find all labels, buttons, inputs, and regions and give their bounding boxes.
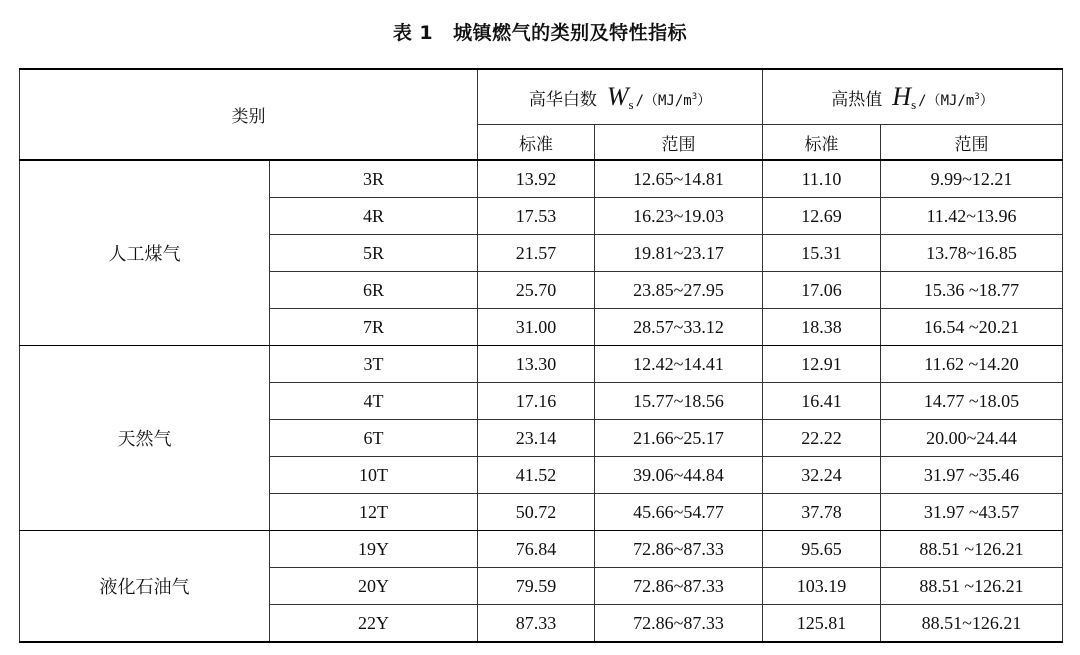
header-wobbe-sub: s [628, 96, 634, 112]
gas-code: 5R [270, 235, 478, 272]
gas-code: 10T [270, 457, 478, 494]
heating-range: 31.97 ~43.57 [881, 494, 1063, 531]
heating-range: 15.36 ~18.77 [881, 272, 1063, 309]
table-row [20, 346, 1063, 383]
gas-code: 3R [270, 160, 478, 198]
wobbe-range: 15.77~18.56 [595, 383, 763, 420]
header-wobbe-range: 范围 [595, 125, 763, 161]
wobbe-range: 72.86~87.33 [595, 605, 763, 643]
unit-close: ） [979, 92, 994, 109]
table-body [20, 160, 1063, 642]
header-heating [763, 69, 1063, 125]
wobbe-range: 23.85~27.95 [595, 272, 763, 309]
wobbe-standard: 50.72 [478, 494, 595, 531]
group-name: 液化石油气 [20, 531, 270, 643]
table-title-text: 城镇燃气的类别及特性指标 [453, 22, 688, 44]
header-heating-standard: 标准 [763, 125, 881, 161]
heating-range: 16.54 ~20.21 [881, 309, 1063, 346]
header-heating-sub: s [911, 96, 917, 112]
wobbe-range: 45.66~54.77 [595, 494, 763, 531]
heating-range: 13.78~16.85 [881, 235, 1063, 272]
wobbe-standard: 79.59 [478, 568, 595, 605]
unit-sup: 3 [974, 91, 980, 102]
heating-standard: 37.78 [763, 494, 881, 531]
wobbe-range: 12.42~14.41 [595, 346, 763, 383]
heating-standard: 17.06 [763, 272, 881, 309]
group-name: 人工煤气 [20, 160, 270, 346]
group-name: 天然气 [20, 346, 270, 531]
heating-standard: 12.69 [763, 198, 881, 235]
unit-sup: 3 [691, 91, 698, 102]
table-number: 表 1 [392, 22, 434, 44]
heating-standard: 125.81 [763, 605, 881, 643]
wobbe-standard: 13.92 [478, 160, 595, 198]
wobbe-range: 19.81~23.17 [595, 235, 763, 272]
wobbe-range: 16.23~19.03 [595, 198, 763, 235]
header-heating-range: 范围 [881, 125, 1063, 161]
wobbe-standard: 13.30 [478, 346, 595, 383]
gas-code: 6T [270, 420, 478, 457]
heating-range: 9.99~12.21 [881, 160, 1063, 198]
unit-close: ） [697, 92, 712, 109]
header-wobbe-standard: 标准 [478, 125, 595, 161]
wobbe-range: 39.06~44.84 [595, 457, 763, 494]
table-row [20, 531, 1063, 568]
wobbe-standard: 23.14 [478, 420, 595, 457]
header-wobbe-unit [636, 93, 712, 109]
wobbe-range: 21.66~25.17 [595, 420, 763, 457]
gas-code: 3T [270, 346, 478, 383]
wobbe-standard: 17.16 [478, 383, 595, 420]
heating-range: 88.51 ~126.21 [881, 568, 1063, 605]
heating-range: 11.42~13.96 [881, 198, 1063, 235]
wobbe-standard: 21.57 [478, 235, 595, 272]
heating-standard: 95.65 [763, 531, 881, 568]
header-wobbe [478, 69, 763, 125]
heating-range: 88.51~126.21 [881, 605, 1063, 643]
heating-standard: 12.91 [763, 346, 881, 383]
gas-code: 20Y [270, 568, 478, 605]
heating-range: 88.51 ~126.21 [881, 531, 1063, 568]
wobbe-standard: 17.53 [478, 198, 595, 235]
heating-standard: 32.24 [763, 457, 881, 494]
heating-range: 14.77 ~18.05 [881, 383, 1063, 420]
header-heating-unit [918, 93, 994, 109]
wobbe-standard: 87.33 [478, 605, 595, 643]
gas-code: 22Y [270, 605, 478, 643]
wobbe-standard: 41.52 [478, 457, 595, 494]
heating-standard: 16.41 [763, 383, 881, 420]
wobbe-standard: 76.84 [478, 531, 595, 568]
heating-standard: 15.31 [763, 235, 881, 272]
header-wobbe-symbol: W [606, 81, 629, 111]
gas-code: 12T [270, 494, 478, 531]
gas-code: 7R [270, 309, 478, 346]
wobbe-range: 12.65~14.81 [595, 160, 763, 198]
header-heating-label: 高热值 [831, 89, 883, 110]
table-row [20, 160, 1063, 198]
heating-standard: 18.38 [763, 309, 881, 346]
unit-text: /（MJ/m [635, 92, 692, 109]
heating-standard: 11.10 [763, 160, 881, 198]
heating-standard: 103.19 [763, 568, 881, 605]
gas-code: 4T [270, 383, 478, 420]
wobbe-standard: 31.00 [478, 309, 595, 346]
header-category: 类别 [20, 69, 478, 160]
header-heating-symbol: H [892, 81, 912, 111]
heating-standard: 22.22 [763, 420, 881, 457]
wobbe-standard: 25.70 [478, 272, 595, 309]
heating-range: 31.97 ~35.46 [881, 457, 1063, 494]
header-wobbe-label: 高华白数 [528, 89, 597, 110]
wobbe-range: 28.57~33.12 [595, 309, 763, 346]
gas-code: 6R [270, 272, 478, 309]
wobbe-range: 72.86~87.33 [595, 568, 763, 605]
table-title [0, 18, 1080, 45]
gas-category-table [19, 68, 1063, 643]
heating-range: 20.00~24.44 [881, 420, 1063, 457]
unit-text: /（MJ/m [918, 92, 975, 109]
heating-range: 11.62 ~14.20 [881, 346, 1063, 383]
gas-code: 4R [270, 198, 478, 235]
gas-code: 19Y [270, 531, 478, 568]
wobbe-range: 72.86~87.33 [595, 531, 763, 568]
